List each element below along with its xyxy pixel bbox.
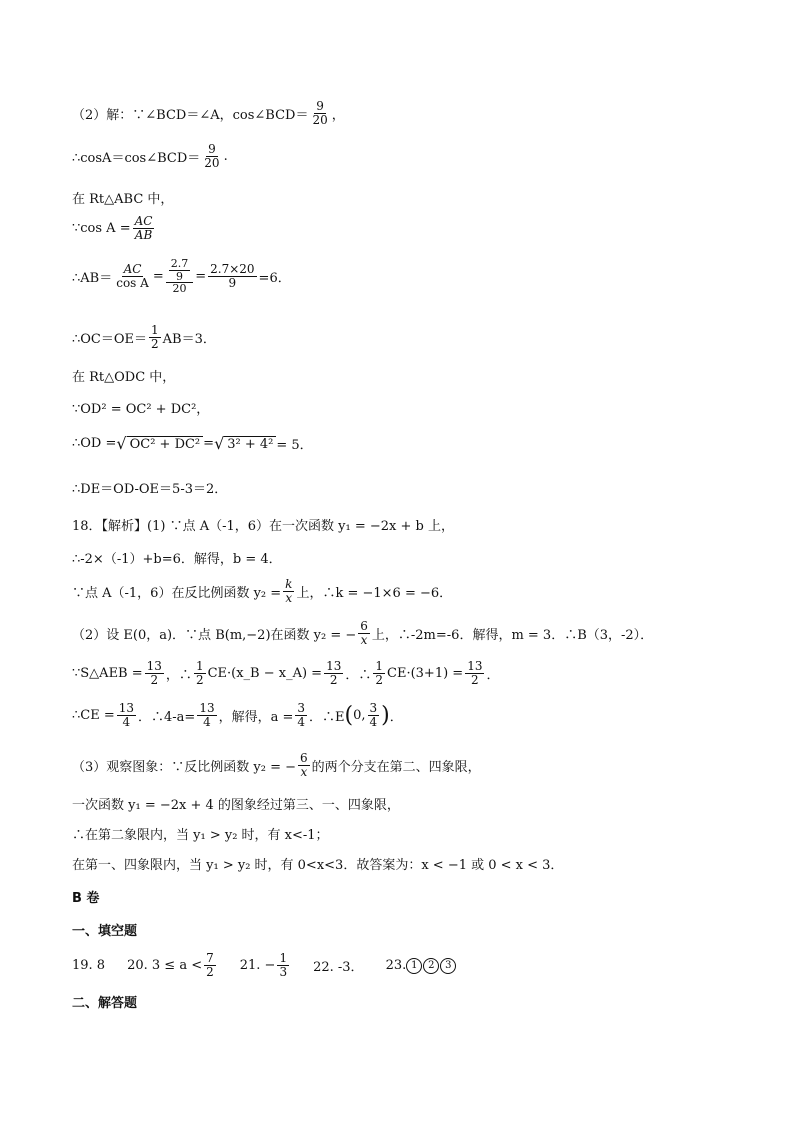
p2-line-6 [72, 324, 216, 351]
fraction [277, 952, 289, 979]
text: ∴OD = [72, 436, 117, 451]
numerator: AC [134, 214, 153, 228]
fraction [465, 660, 484, 687]
p2-line-3 [72, 188, 173, 207]
numerator: 1 [195, 659, 204, 673]
text: . [223, 149, 228, 165]
denominator: 20 [204, 156, 220, 171]
q18-line-6 [72, 702, 403, 729]
denominator: x [360, 633, 368, 648]
answer-23: 23. [385, 958, 407, 974]
text: CE·(3+1) = [387, 666, 464, 682]
fraction [310, 100, 329, 127]
text: ，∴ [165, 668, 192, 684]
inner-denominator: 9 [175, 269, 183, 283]
text: 一、填空题 [72, 924, 138, 939]
q18-line-9 [72, 824, 329, 843]
text: 在 Rt△ODC 中， [72, 370, 176, 385]
fraction [114, 263, 151, 290]
numerator: 3 [369, 701, 378, 715]
numerator: 2.7×20 [210, 261, 255, 276]
inner-numerator: 2.7 [170, 257, 189, 270]
square-root [116, 433, 203, 453]
text: （2）设 E(0，a)．∵点 B(m,−2)在函数 y₂ = − [72, 628, 357, 644]
denominator: 2 [150, 673, 159, 688]
denominator: 2 [329, 673, 338, 688]
denominator: 4 [369, 715, 378, 730]
text: ∵S△AEB = [72, 666, 143, 682]
fraction [117, 702, 136, 729]
text: = 5． [276, 438, 313, 453]
fraction [368, 702, 380, 729]
q18-line-2 [72, 548, 282, 567]
text: ∴cosA＝cos∠BCD＝ [72, 151, 201, 167]
text: ∵cos A = [72, 221, 131, 237]
fraction [194, 660, 206, 687]
radicand: 3² + 4² [224, 436, 276, 452]
text: ∴在第二象限内，当 y₁ > y₂ 时，有 x<-1； [72, 828, 329, 843]
denominator: cos A [116, 275, 149, 290]
text: 在 Rt△ABC 中， [72, 192, 174, 207]
fraction [373, 660, 385, 687]
q18-line-4 [72, 620, 653, 647]
section-b-title [72, 887, 99, 906]
text: ∵OD² = OC² + DC²， [72, 402, 210, 417]
denominator: 4 [122, 715, 131, 730]
p2-line-7 [72, 366, 175, 385]
q18-line-5 [72, 660, 499, 687]
text: ∴-2×（-1）+b=6．解得，b = 4． [72, 552, 282, 567]
q18-line-1 [72, 515, 454, 534]
denominator: x [285, 591, 293, 606]
text: 的两个分支在第二、四象限， [311, 760, 481, 776]
radicand: OC² + DC² [127, 436, 204, 452]
numerator: 7 [206, 951, 214, 965]
fraction [197, 702, 216, 729]
numerator: 13 [118, 701, 135, 715]
denominator: 20 [312, 113, 328, 128]
text: ．∴E [309, 710, 345, 726]
text: 18．【解析】(1) ∵点 A（-1，6）在一次函数 y₁ = −2x + b 上， [72, 519, 454, 534]
numerator: 1 [151, 323, 159, 337]
numerator: 13 [146, 659, 162, 673]
text: 在第一、四象限内，当 y₁ > y₂ 时，有 0<x<3．故答案为：x < −1 或 0 < x < 3． [72, 858, 564, 873]
numerator: 6 [360, 619, 368, 633]
numerator: k [285, 577, 293, 591]
text: ，解得，a = [218, 710, 294, 726]
circled-number: 1 [406, 958, 422, 974]
answer-19: 19. 8 [72, 958, 106, 974]
denominator: 3 [279, 965, 288, 980]
text: （2）解：∵∠BCD＝∠A，cos∠BCD＝ [72, 108, 309, 124]
numerator: AC [123, 261, 142, 276]
denominator: 2 [195, 673, 204, 688]
fraction [283, 578, 294, 605]
text: 二、解答题 [72, 996, 138, 1011]
text: ， [331, 108, 345, 124]
fill-in-answers [72, 952, 457, 979]
text: CE·(x_B − x_A) = [207, 666, 323, 682]
circled-number: 2 [423, 958, 439, 974]
fraction [145, 660, 164, 687]
radical-sign: √ [116, 433, 127, 453]
numerator: 13 [199, 701, 215, 715]
text: B 卷 [72, 891, 100, 906]
denominator: 2 [471, 673, 479, 688]
numerator: 13 [326, 659, 342, 673]
solve-heading [72, 992, 137, 1011]
fraction [149, 324, 161, 351]
numerator: 6 [300, 751, 308, 765]
numerator: 9 [208, 142, 216, 156]
denominator: 4 [297, 715, 306, 730]
denominator: AB [134, 228, 153, 243]
fraction [358, 620, 370, 647]
text: ∵点 A（-1，6）在反比例函数 y₂ = [72, 586, 282, 602]
text: = [195, 268, 207, 284]
denominator: 20 [172, 282, 187, 296]
fraction [208, 263, 256, 290]
text: 上，∴-2m=-6．解得，m = 3．∴B（3，-2）． [371, 628, 654, 644]
text: AB＝3． [162, 332, 216, 348]
text: ．∴4-a= [138, 710, 196, 726]
fraction [298, 752, 310, 779]
text: =6． [258, 270, 291, 286]
denominator: 9 [228, 275, 237, 290]
denominator: 4 [203, 715, 211, 730]
text: = [152, 268, 164, 284]
q18-line-3 [72, 578, 452, 605]
p2-line-4 [72, 215, 156, 242]
radical-sign: √ [214, 433, 225, 453]
answer-22: 22. -3． [313, 960, 364, 976]
text: ． [389, 710, 403, 726]
q18-line-10 [72, 854, 563, 873]
p2-line-10 [72, 478, 227, 497]
numerator: 1 [375, 659, 384, 673]
numerator: 13 [467, 659, 483, 673]
numerator: 3 [297, 701, 306, 715]
numerator [166, 258, 194, 283]
p2-line-2 [72, 143, 228, 170]
answer-21: 21. − [239, 958, 276, 974]
text: ∴DE＝OD-OE＝5-3＝2． [72, 482, 228, 497]
numerator: 1 [279, 951, 288, 965]
text: ∴OC＝OE＝ [72, 332, 148, 348]
denominator: 2 [151, 337, 159, 352]
p2-line-5 [72, 258, 291, 295]
fraction [202, 143, 221, 170]
text: 0, [353, 708, 366, 724]
numerator: 9 [316, 99, 324, 113]
text: 上，∴k = −1×6 = −6． [296, 586, 453, 602]
denominator: 2 [206, 965, 214, 980]
text: ． [486, 668, 500, 684]
text: 一次函数 y₁ = −2x + 4 的图象经过第三、一、四象限， [72, 798, 400, 813]
answer-20: 20. 3 ≤ a < [127, 958, 203, 974]
denominator: 2 [375, 673, 384, 688]
fill-in-heading [72, 920, 137, 939]
nested-fraction [166, 258, 194, 295]
q18-line-7 [72, 752, 481, 779]
text: ．∴ [345, 668, 372, 684]
fraction [133, 215, 155, 242]
denominator: x [300, 765, 308, 780]
square-root [214, 433, 276, 453]
text: （3）观察图象：∵反比例函数 y₂ = − [72, 760, 297, 776]
fraction [324, 660, 343, 687]
p2-line-8 [72, 398, 209, 417]
p2-line-9 [72, 434, 313, 453]
text: = [203, 436, 215, 451]
q18-line-8 [72, 794, 400, 813]
p2-line-1 [72, 100, 345, 127]
text: ∴CE = [72, 708, 115, 724]
circled-number: 3 [440, 958, 456, 974]
text: ∴AB＝ [72, 270, 113, 286]
left-paren: ( [344, 702, 354, 728]
right-paren: ) [381, 702, 390, 728]
fraction [295, 702, 307, 729]
fraction [204, 952, 216, 979]
